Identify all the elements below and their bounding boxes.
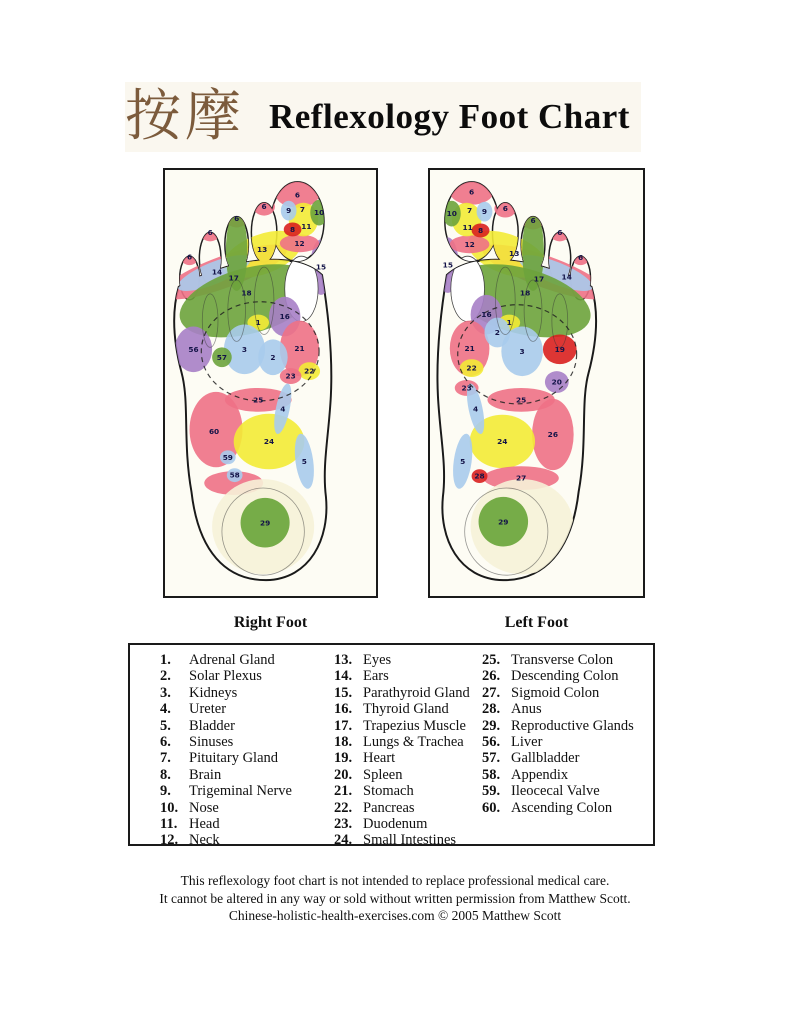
legend-item-label: Eyes: [363, 652, 392, 668]
legend-item-number: 22.: [334, 799, 353, 816]
legend-item: [334, 783, 482, 799]
legend-item-number: 24.: [334, 832, 353, 849]
legend-item: [334, 718, 482, 734]
legend-item-number: 28.: [482, 701, 501, 718]
svg-text:10: 10: [313, 208, 325, 218]
svg-text:14: 14: [211, 267, 223, 277]
legend-item: [160, 668, 334, 684]
legend-item-label: Solar Plexus: [189, 668, 262, 685]
footer-line-disclaimer: This reflexology foot chart is not intended to replace professional medical care.: [180, 873, 610, 888]
legend-item-label: Head: [189, 816, 220, 833]
legend-item-label: Bladder: [189, 717, 235, 734]
legend-item-label: Brain: [189, 766, 222, 783]
legend-item: [160, 718, 334, 734]
legend-item-label: Lungs & Trachea: [363, 734, 464, 751]
right-foot-label: Right Foot: [233, 614, 308, 631]
svg-text:56: 56: [188, 344, 199, 354]
legend-item: [482, 685, 653, 701]
chinese-characters: 按摩: [125, 84, 245, 149]
legend-item-number: 15.: [334, 684, 353, 701]
legend-item-number: 1.: [160, 652, 171, 668]
left-foot-label: Left Foot: [504, 614, 569, 631]
svg-text:12: 12: [464, 239, 475, 249]
legend-item-number: 11.: [160, 816, 178, 833]
legend-item-label: Ascending Colon: [511, 799, 613, 816]
svg-text:28: 28: [474, 471, 485, 481]
svg-text:18: 18: [241, 288, 252, 298]
legend-item-number: 6.: [160, 734, 171, 751]
svg-text:24: 24: [497, 437, 508, 447]
legend-item-label: Duodenum: [363, 816, 428, 833]
legend-item-label: Sinuses: [189, 734, 234, 751]
legend-item-number: 4.: [160, 701, 171, 718]
svg-text:9: 9: [481, 207, 488, 217]
svg-text:6: 6: [261, 202, 267, 212]
legend-item: [334, 750, 482, 766]
legend-item: [160, 783, 334, 799]
legend-item-number: 17.: [334, 717, 353, 734]
svg-text:4: 4: [472, 404, 479, 414]
svg-text:27: 27: [515, 473, 527, 483]
svg-text:11: 11: [301, 222, 312, 232]
legend-item: [334, 668, 482, 684]
legend-item-label: Liver: [511, 734, 543, 751]
legend-item-number: 12.: [160, 832, 179, 849]
svg-text:6: 6: [186, 252, 193, 262]
legend-item-label: Kidneys: [189, 684, 238, 701]
legend-item-label: Pancreas: [363, 799, 415, 816]
legend-item-label: Heart: [363, 750, 396, 767]
svg-text:3: 3: [519, 346, 525, 356]
svg-text:6: 6: [469, 187, 475, 197]
legend-item: [160, 701, 334, 717]
legend-item-label: Ears: [363, 668, 389, 685]
legend-item: [160, 652, 334, 668]
legend-item-number: 60.: [482, 799, 501, 816]
svg-text:5: 5: [301, 456, 307, 466]
svg-text:58: 58: [229, 470, 240, 480]
svg-text:12: 12: [294, 238, 305, 248]
legend-box: [128, 643, 655, 849]
svg-text:6: 6: [530, 216, 536, 226]
legend-item-number: 58.: [482, 766, 501, 783]
legend-item-label: Reproductive Glands: [511, 717, 634, 734]
page-title: Reflexology Foot Chart: [269, 97, 630, 136]
svg-text:6: 6: [578, 252, 584, 262]
legend-item-number: 27.: [482, 684, 501, 701]
svg-text:16: 16: [279, 312, 290, 322]
legend-item: [482, 767, 653, 783]
legend-item-number: 10.: [160, 799, 179, 816]
svg-text:10: 10: [446, 209, 457, 219]
svg-text:60: 60: [208, 427, 220, 437]
legend-item-label: Stomach: [363, 783, 414, 800]
svg-text:8: 8: [290, 224, 296, 235]
footer-line-permission: It cannot be altered in any way or sold without written permission from Matthew Scott.: [159, 890, 631, 906]
legend-item-label: Sigmoid Colon: [511, 684, 600, 701]
legend-item-label: Pituitary Gland: [189, 750, 279, 767]
legend-item-number: 3.: [160, 684, 171, 701]
legend-item: [160, 685, 334, 701]
svg-text:1: 1: [255, 318, 261, 328]
legend-item-label: Trigeminal Nerve: [189, 783, 292, 800]
svg-text:26: 26: [547, 430, 559, 440]
left-foot-panel: [428, 168, 645, 598]
legend-item: [482, 734, 653, 750]
legend-item: [482, 718, 653, 734]
svg-text:18: 18: [519, 288, 531, 298]
legend-item: [482, 783, 653, 799]
legend-item: [160, 800, 334, 816]
legend-item: [482, 800, 653, 816]
legend-item: [482, 668, 653, 684]
left-foot-diagram: [430, 170, 643, 596]
legend-item-number: 14.: [334, 668, 353, 685]
footer: [0, 872, 790, 925]
svg-text:6: 6: [234, 214, 240, 224]
legend-item-number: 2.: [160, 668, 171, 685]
legend-item: [334, 800, 482, 816]
svg-text:21: 21: [464, 343, 475, 353]
legend-item-label: Ureter: [189, 701, 227, 718]
legend-item: [160, 767, 334, 783]
svg-text:15: 15: [315, 262, 327, 272]
svg-text:24: 24: [263, 436, 275, 447]
legend-item: [160, 832, 334, 848]
legend-item-number: 20.: [334, 766, 353, 783]
svg-text:8: 8: [477, 226, 484, 236]
svg-text:20: 20: [551, 377, 562, 387]
legend-item: [334, 701, 482, 717]
svg-text:23: 23: [461, 383, 472, 393]
legend-item-label: Appendix: [511, 766, 569, 783]
legend-item: [334, 816, 482, 832]
legend-item-number: 16.: [334, 701, 353, 718]
svg-text:17: 17: [228, 273, 239, 283]
legend-item: [334, 832, 482, 848]
legend-item-number: 18.: [334, 734, 353, 751]
legend-item-label: Parathyroid Gland: [363, 684, 470, 701]
svg-text:17: 17: [533, 274, 545, 284]
svg-text:4: 4: [280, 404, 286, 414]
legend-item-number: 7.: [160, 750, 171, 767]
svg-text:1: 1: [506, 318, 512, 328]
svg-text:6: 6: [207, 227, 213, 237]
svg-text:23: 23: [285, 371, 296, 381]
legend-item: [160, 750, 334, 766]
legend-item-number: 57.: [482, 750, 501, 767]
svg-text:7: 7: [299, 205, 305, 215]
svg-text:7: 7: [467, 206, 473, 216]
svg-text:13: 13: [257, 244, 268, 254]
legend-item-number: 56.: [482, 734, 501, 751]
legend-item-number: 26.: [482, 668, 501, 685]
legend-item-label: Nose: [189, 799, 219, 816]
svg-text:11: 11: [462, 223, 473, 233]
legend-item-label: Anus: [511, 701, 542, 718]
legend-item-label: Thyroid Gland: [363, 701, 449, 718]
legend-column-3: [482, 652, 653, 844]
svg-text:3: 3: [241, 344, 248, 354]
right-foot-diagram: [165, 170, 376, 596]
svg-text:59: 59: [222, 452, 233, 462]
svg-text:22: 22: [466, 363, 477, 373]
legend-item: [482, 750, 653, 766]
svg-text:19: 19: [554, 344, 565, 354]
svg-text:57: 57: [216, 352, 228, 362]
svg-text:6: 6: [502, 204, 508, 214]
legend-item: [482, 652, 653, 668]
legend-item-number: 9.: [160, 783, 171, 800]
legend-item-number: 25.: [482, 652, 501, 668]
svg-text:6: 6: [557, 227, 563, 237]
svg-text:16: 16: [481, 310, 492, 320]
legend-item-number: 13.: [334, 652, 353, 668]
legend-item: [334, 685, 482, 701]
svg-text:22: 22: [304, 366, 315, 376]
legend-item-number: 21.: [334, 783, 353, 800]
legend-item-label: Descending Colon: [511, 668, 619, 685]
legend-item-number: 8.: [160, 766, 171, 783]
svg-text:13: 13: [509, 248, 520, 258]
svg-text:15: 15: [442, 260, 454, 270]
legend-item-label: Spleen: [363, 766, 403, 783]
svg-text:21: 21: [294, 343, 305, 353]
svg-text:2: 2: [494, 328, 500, 338]
footer-line-copyright: Chinese-holistic-health-exercises.com © 2005 Matthew Scott: [228, 908, 562, 923]
svg-text:2: 2: [270, 352, 276, 362]
legend-item: [482, 701, 653, 717]
legend-item-number: 59.: [482, 783, 501, 800]
legend-item: [334, 734, 482, 750]
legend-column-2: [334, 652, 482, 849]
legend-item-number: 5.: [160, 717, 171, 734]
legend-item: [334, 767, 482, 783]
svg-text:25: 25: [253, 395, 264, 405]
legend-item-label: Trapezius Muscle: [363, 717, 466, 734]
right-foot-panel: [163, 168, 378, 598]
legend-item-number: 23.: [334, 816, 353, 833]
svg-text:29: 29: [259, 518, 271, 528]
svg-text:6: 6: [294, 190, 301, 200]
legend-column-1: [160, 652, 334, 849]
legend-item-number: 29.: [482, 717, 501, 734]
legend-item: [160, 816, 334, 832]
legend-item: [160, 734, 334, 750]
title-bar: [125, 82, 641, 152]
svg-text:9: 9: [286, 206, 292, 216]
svg-text:29: 29: [498, 517, 509, 527]
legend-item-label: Adrenal Gland: [189, 652, 275, 668]
legend-item-label: Neck: [189, 832, 220, 849]
svg-text:5: 5: [460, 456, 466, 466]
svg-text:14: 14: [561, 272, 572, 282]
legend-item-label: Ileocecal Valve: [511, 783, 600, 800]
legend-item: [334, 652, 482, 668]
svg-text:25: 25: [515, 395, 527, 405]
legend-item-label: Small Intestines: [363, 832, 457, 849]
legend-item-label: Gallbladder: [511, 750, 580, 767]
legend-item-label: Transverse Colon: [511, 652, 614, 668]
legend-item-number: 19.: [334, 750, 353, 767]
